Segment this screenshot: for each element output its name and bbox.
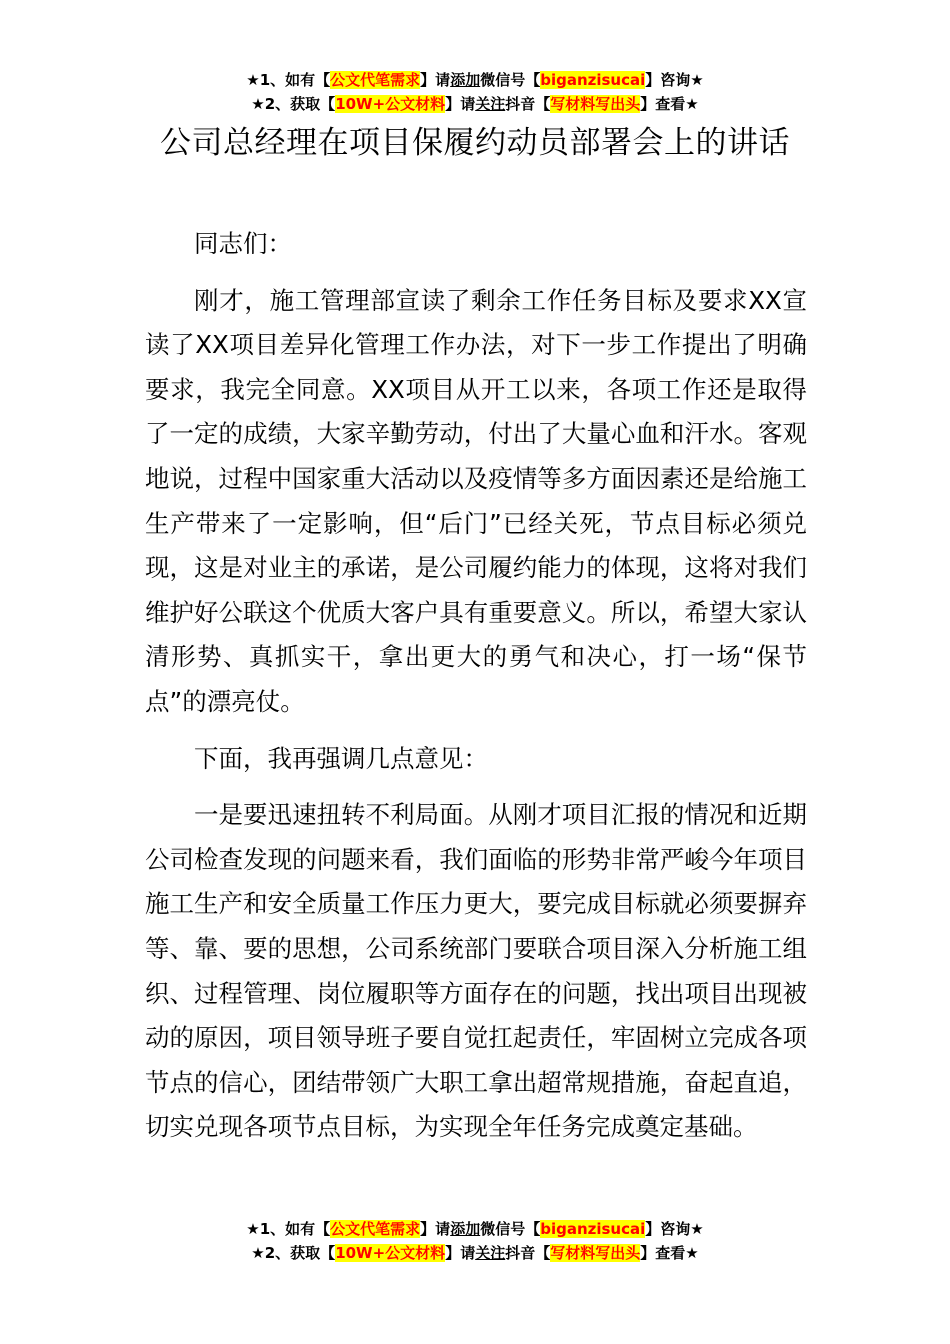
header-line-1-suffix: 】咨询★ xyxy=(645,71,704,89)
salutation: 同志们： xyxy=(194,229,292,258)
header-emphasis-add: 添加 xyxy=(450,71,481,89)
header-line-2-text-2: 抖音【 xyxy=(505,95,551,113)
header-line-2-text: 】请 xyxy=(445,95,476,113)
footer-line-1-text: 】请 xyxy=(420,1220,451,1238)
header-highlight-wechat-id: biganzisucai xyxy=(540,71,646,89)
paragraph-opening: 刚才，施工管理部宣读了剩余工作任务目标及要求XX宣读了XX项目差异化管理工作办法，对下一步工作提出了明确要求，我完全同意。XX项目从开工以来，各项工作还是取得了一定的成绩，大家辛勤劳动，付出了大量心血和汗水。客观地说，过程中国家重大活动以及疫情等多方面因素还是给施工生产带来了一定影响，但“后门”已经关死，节点目标必须兑现，这是对业主的承诺，是公司履约能力的体现，这将对我们维护好公联这个优质大客户具有重要意义。所以，希望大家认清形势、真抓实干，拿出更大的勇气和决心，打一场“保节点”的漂亮仗。 xyxy=(145,285,807,716)
header-highlight-service: 公文代笔需求 xyxy=(330,71,421,89)
header-emphasis-follow: 关注 xyxy=(475,95,506,113)
footer-line-2-suffix: 】查看★ xyxy=(640,1244,699,1262)
footer-highlight-service: 公文代笔需求 xyxy=(330,1220,421,1238)
footer-line-2-text-2: 抖音【 xyxy=(505,1244,551,1262)
footer-emphasis-add: 添加 xyxy=(450,1220,481,1238)
header-line-2-suffix: 】查看★ xyxy=(640,95,699,113)
header-highlight-douyin: 写材料写出头 xyxy=(550,95,641,113)
footer-line-2-text: 】请 xyxy=(445,1244,476,1262)
footer-line-2 xyxy=(0,1241,950,1265)
footer-line-1-prefix: ★1、如有【 xyxy=(246,1220,331,1238)
header-line-1 xyxy=(0,68,950,92)
header-highlight-materials: 10W+公文材料 xyxy=(335,95,446,113)
header-line-2-prefix: ★2、获取【 xyxy=(251,95,336,113)
document-body xyxy=(145,222,807,1162)
header-line-1-text: 】请 xyxy=(420,71,451,89)
footer-emphasis-follow: 关注 xyxy=(475,1244,506,1262)
footer-highlight-douyin: 写材料写出头 xyxy=(550,1244,641,1262)
footer-banner xyxy=(0,1217,950,1265)
header-banner xyxy=(0,68,950,116)
header-line-1-prefix: ★1、如有【 xyxy=(246,71,331,89)
header-line-1-text-2: 微信号【 xyxy=(480,71,541,89)
footer-line-1 xyxy=(0,1217,950,1241)
footer-highlight-materials: 10W+公文材料 xyxy=(335,1244,446,1262)
document-title: 公司总经理在项目保履约动员部署会上的讲话 xyxy=(160,125,790,161)
paragraph-transition: 下面，我再强调几点意见： xyxy=(194,743,488,773)
header-line-2 xyxy=(0,92,950,116)
footer-highlight-wechat-id: biganzisucai xyxy=(540,1220,646,1238)
paragraph-point-one: 一是要迅速扭转不利局面。从刚才项目汇报的情况和近期公司检查发现的问题来看，我们面临的形势非常严峻今年项目施工生产和安全质量工作压力更大，要完成目标就必须要摒弃等、靠、要的思想，公司系统部门要联合项目深入分析施工组织、过程管理、岗位履职等方面存在的问题，找出项目出现被动的原因，项目领导班子要自觉扛起责任，牢固树立完成各项节点的信心，团结带领广大职工拿出超常规措施，奋起直追，切实兑现各项节点目标，为实现全年任务完成奠定基础。 xyxy=(145,800,807,1142)
footer-line-1-suffix: 】咨询★ xyxy=(645,1220,704,1238)
footer-line-1-text-2: 微信号【 xyxy=(480,1220,541,1238)
footer-line-2-prefix: ★2、获取【 xyxy=(251,1244,336,1262)
